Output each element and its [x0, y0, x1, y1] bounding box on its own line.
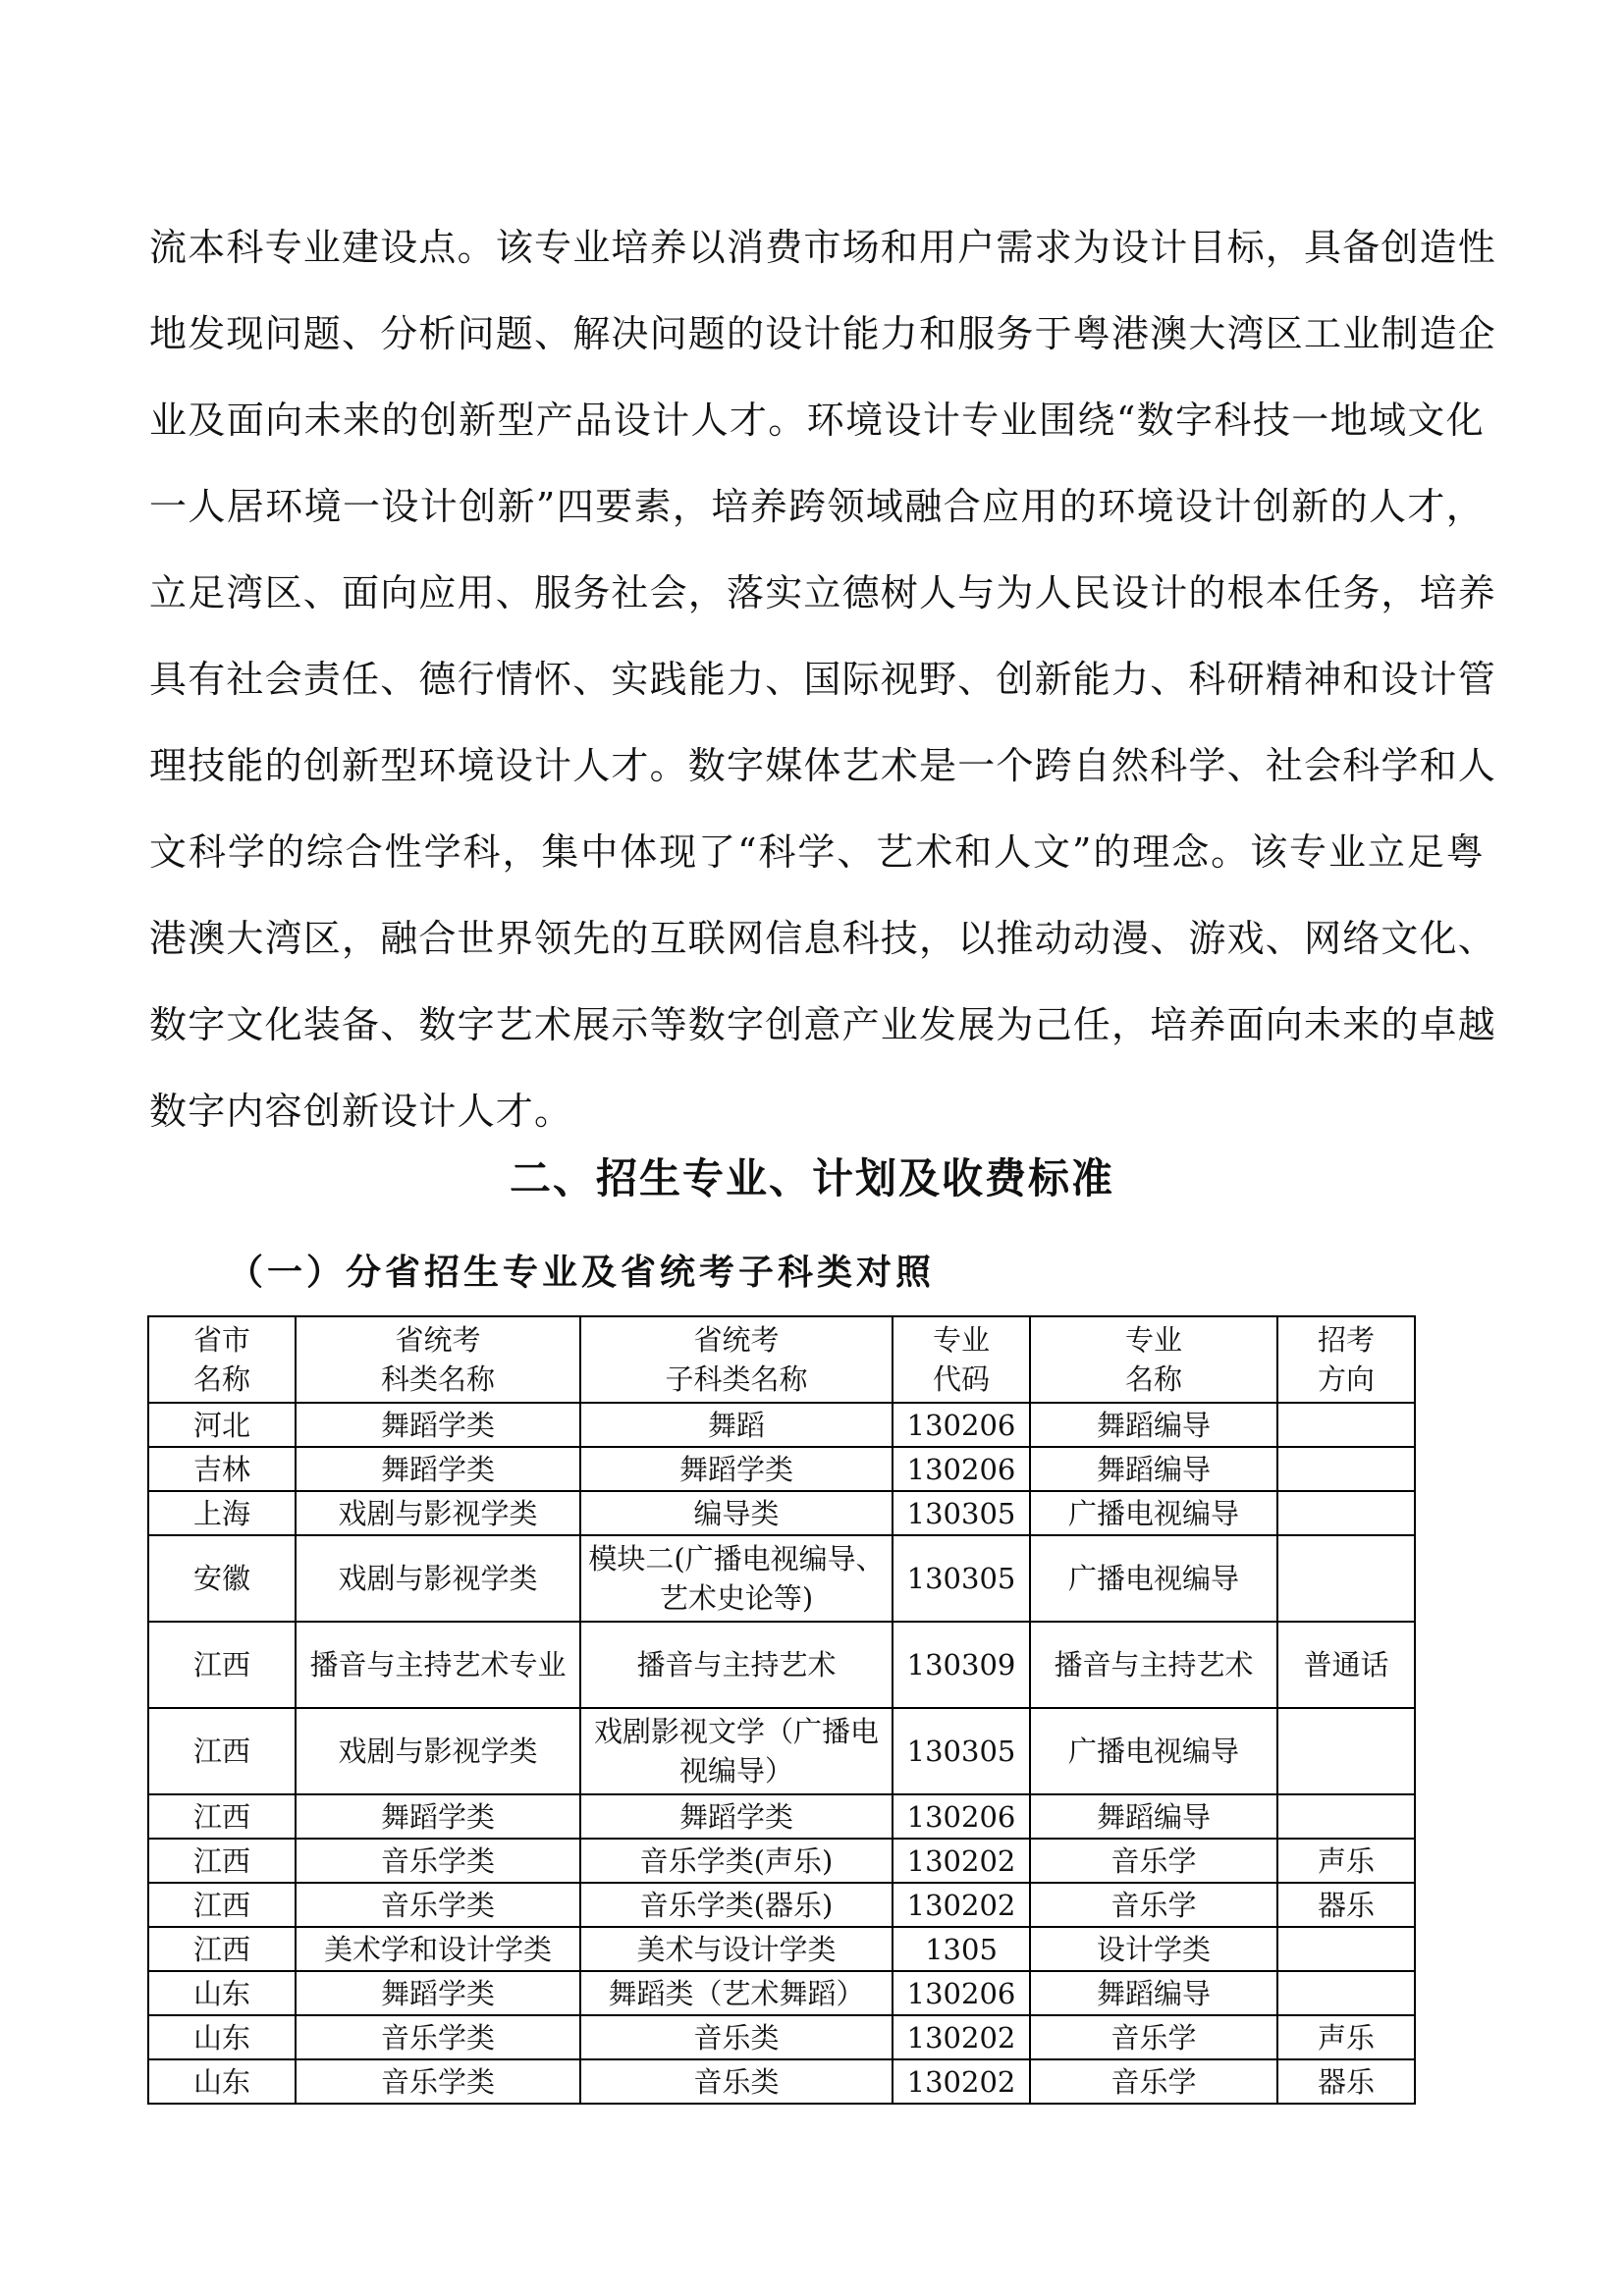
cell-major-code: 130202	[893, 1883, 1030, 1927]
paragraph-line: 地发现问题、分析问题、解决问题的设计能力和服务于粤港澳大湾区工业制造企	[149, 312, 1497, 355]
cell-province: 山东	[148, 2015, 296, 2059]
paragraph-line: 文科学的综合性学科，集中体现了“科学、艺术和人文”的理念。该专业立足粤	[149, 830, 1485, 874]
cell-exam-subcategory: 舞蹈	[580, 1403, 893, 1447]
cell-province: 河北	[148, 1403, 296, 1447]
cell-major-name: 音乐学	[1030, 1883, 1277, 1927]
cell-exam-category: 戏剧与影视学类	[296, 1535, 580, 1622]
cell-direction	[1277, 1927, 1415, 1971]
cell-province: 山东	[148, 2059, 296, 2104]
table-row	[148, 1971, 1415, 2015]
cell-direction	[1277, 1971, 1415, 2015]
cell-exam-category: 播音与主持艺术专业	[296, 1622, 580, 1708]
table-row	[148, 1491, 1415, 1535]
cell-major-name: 音乐学	[1030, 1839, 1277, 1883]
paragraph-line: 立足湾区、面向应用、服务社会，落实立德树人与为人民设计的根本任务，培养	[149, 571, 1497, 614]
cell-province: 江西	[148, 1622, 296, 1708]
paragraph-line: 理技能的创新型环境设计人才。数字媒体艺术是一个跨自然科学、社会科学和人	[149, 744, 1497, 787]
table-header-row	[148, 1316, 1415, 1403]
cell-exam-subcategory: 播音与主持艺术	[580, 1622, 893, 1708]
cell-province: 吉林	[148, 1447, 296, 1491]
cell-exam-category: 舞蹈学类	[296, 1794, 580, 1839]
cell-direction	[1277, 1491, 1415, 1535]
cell-exam-subcategory: 舞蹈学类	[580, 1794, 893, 1839]
cell-major-name: 舞蹈编导	[1030, 1447, 1277, 1491]
section-heading: 二、招生专业、计划及收费标准	[509, 1154, 1114, 1202]
subsection-heading: （一）分省招生专业及省统考子科类对照	[228, 1253, 936, 1293]
cell-major-code: 130202	[893, 2015, 1030, 2059]
header-province: 省市 名称	[148, 1316, 296, 1403]
cell-direction	[1277, 1403, 1415, 1447]
cell-major-code: 130206	[893, 1794, 1030, 1839]
cell-province: 江西	[148, 1708, 296, 1794]
paragraph-line: 流本科专业建设点。该专业培养以消费市场和用户需求为设计目标，具备创造性	[149, 226, 1497, 269]
cell-exam-category: 舞蹈学类	[296, 1971, 580, 2015]
cell-exam-category: 音乐学类	[296, 1883, 580, 1927]
cell-exam-category: 音乐学类	[296, 1839, 580, 1883]
cell-major-code: 130206	[893, 1403, 1030, 1447]
paragraph-line: 港澳大湾区，融合世界领先的互联网信息科技，以推动动漫、游戏、网络文化、	[149, 917, 1497, 960]
table-row	[148, 2015, 1415, 2059]
cell-exam-category: 美术学和设计学类	[296, 1927, 580, 1971]
cell-major-code: 130206	[893, 1447, 1030, 1491]
cell-province: 江西	[148, 1794, 296, 1839]
cell-direction	[1277, 1535, 1415, 1622]
paragraph-line: 数字文化装备、数字艺术展示等数字创意产业发展为己任，培养面向未来的卓越	[149, 1003, 1497, 1046]
cell-exam-subcategory: 音乐类	[580, 2059, 893, 2104]
cell-exam-category: 舞蹈学类	[296, 1447, 580, 1491]
cell-major-name: 广播电视编导	[1030, 1535, 1277, 1622]
cell-major-name: 舞蹈编导	[1030, 1403, 1277, 1447]
table-row	[148, 1403, 1415, 1447]
header-major-name: 专业 名称	[1030, 1316, 1277, 1403]
cell-major-code: 130305	[893, 1491, 1030, 1535]
cell-major-name: 音乐学	[1030, 2059, 1277, 2104]
cell-exam-subcategory: 音乐类	[580, 2015, 893, 2059]
table-row	[148, 2059, 1415, 2104]
cell-exam-category: 舞蹈学类	[296, 1403, 580, 1447]
cell-major-code: 130202	[893, 2059, 1030, 2104]
cell-direction	[1277, 1447, 1415, 1491]
cell-direction: 普通话	[1277, 1622, 1415, 1708]
cell-major-code: 130309	[893, 1622, 1030, 1708]
cell-direction	[1277, 1794, 1415, 1839]
cell-major-name: 舞蹈编导	[1030, 1794, 1277, 1839]
cell-exam-subcategory: 舞蹈类（艺术舞蹈）	[580, 1971, 893, 2015]
cell-major-name: 舞蹈编导	[1030, 1971, 1277, 2015]
cell-major-code: 130305	[893, 1708, 1030, 1794]
header-exam-subcategory: 省统考 子科类名称	[580, 1316, 893, 1403]
table-row	[148, 1794, 1415, 1839]
cell-major-name: 播音与主持艺术	[1030, 1622, 1277, 1708]
cell-exam-subcategory: 戏剧影视文学（广播电视编导）	[580, 1708, 893, 1794]
table-row	[148, 1622, 1415, 1708]
paragraph-line: 数字内容创新设计人才。	[149, 1090, 573, 1133]
cell-exam-subcategory: 编导类	[580, 1491, 893, 1535]
header-exam-category: 省统考 科类名称	[296, 1316, 580, 1403]
cell-exam-subcategory: 舞蹈学类	[580, 1447, 893, 1491]
cell-exam-category: 戏剧与影视学类	[296, 1491, 580, 1535]
table-row	[148, 1883, 1415, 1927]
cell-exam-category: 音乐学类	[296, 2015, 580, 2059]
cell-exam-subcategory: 模块二(广播电视编导、艺术史论等)	[580, 1535, 893, 1622]
cell-major-code: 130202	[893, 1839, 1030, 1883]
paragraph-line: 具有社会责任、德行情怀、实践能力、国际视野、创新能力、科研精神和设计管	[149, 658, 1497, 701]
header-major-code: 专业 代码	[893, 1316, 1030, 1403]
enrollment-table	[147, 1315, 1416, 2105]
table-row	[148, 1708, 1415, 1794]
cell-major-code: 1305	[893, 1927, 1030, 1971]
header-direction: 招考 方向	[1277, 1316, 1415, 1403]
cell-exam-category: 戏剧与影视学类	[296, 1708, 580, 1794]
paragraph-line: 业及面向未来的创新型产品设计人才。环境设计专业围绕“数字科技一地域文化	[149, 399, 1485, 442]
cell-direction	[1277, 1708, 1415, 1794]
table-row	[148, 1535, 1415, 1622]
table-row	[148, 1927, 1415, 1971]
cell-direction: 声乐	[1277, 1839, 1415, 1883]
cell-exam-subcategory: 音乐学类(声乐)	[580, 1839, 893, 1883]
cell-province: 江西	[148, 1839, 296, 1883]
cell-province: 安徽	[148, 1535, 296, 1622]
cell-exam-subcategory: 美术与设计学类	[580, 1927, 893, 1971]
cell-exam-subcategory: 音乐学类(器乐)	[580, 1883, 893, 1927]
cell-major-name: 音乐学	[1030, 2015, 1277, 2059]
cell-exam-category: 音乐学类	[296, 2059, 580, 2104]
cell-direction: 器乐	[1277, 1883, 1415, 1927]
body-paragraph	[149, 204, 1497, 1154]
cell-major-name: 广播电视编导	[1030, 1491, 1277, 1535]
cell-province: 江西	[148, 1883, 296, 1927]
table-row	[148, 1839, 1415, 1883]
cell-major-code: 130305	[893, 1535, 1030, 1622]
cell-province: 上海	[148, 1491, 296, 1535]
table-row	[148, 1447, 1415, 1491]
cell-major-name: 广播电视编导	[1030, 1708, 1277, 1794]
cell-direction: 器乐	[1277, 2059, 1415, 2104]
cell-direction: 声乐	[1277, 2015, 1415, 2059]
cell-major-name: 设计学类	[1030, 1927, 1277, 1971]
cell-province: 江西	[148, 1927, 296, 1971]
paragraph-line: 一人居环境一设计创新”四要素，培养跨领域融合应用的环境设计创新的人才，	[149, 485, 1485, 528]
cell-province: 山东	[148, 1971, 296, 2015]
cell-major-code: 130206	[893, 1971, 1030, 2015]
